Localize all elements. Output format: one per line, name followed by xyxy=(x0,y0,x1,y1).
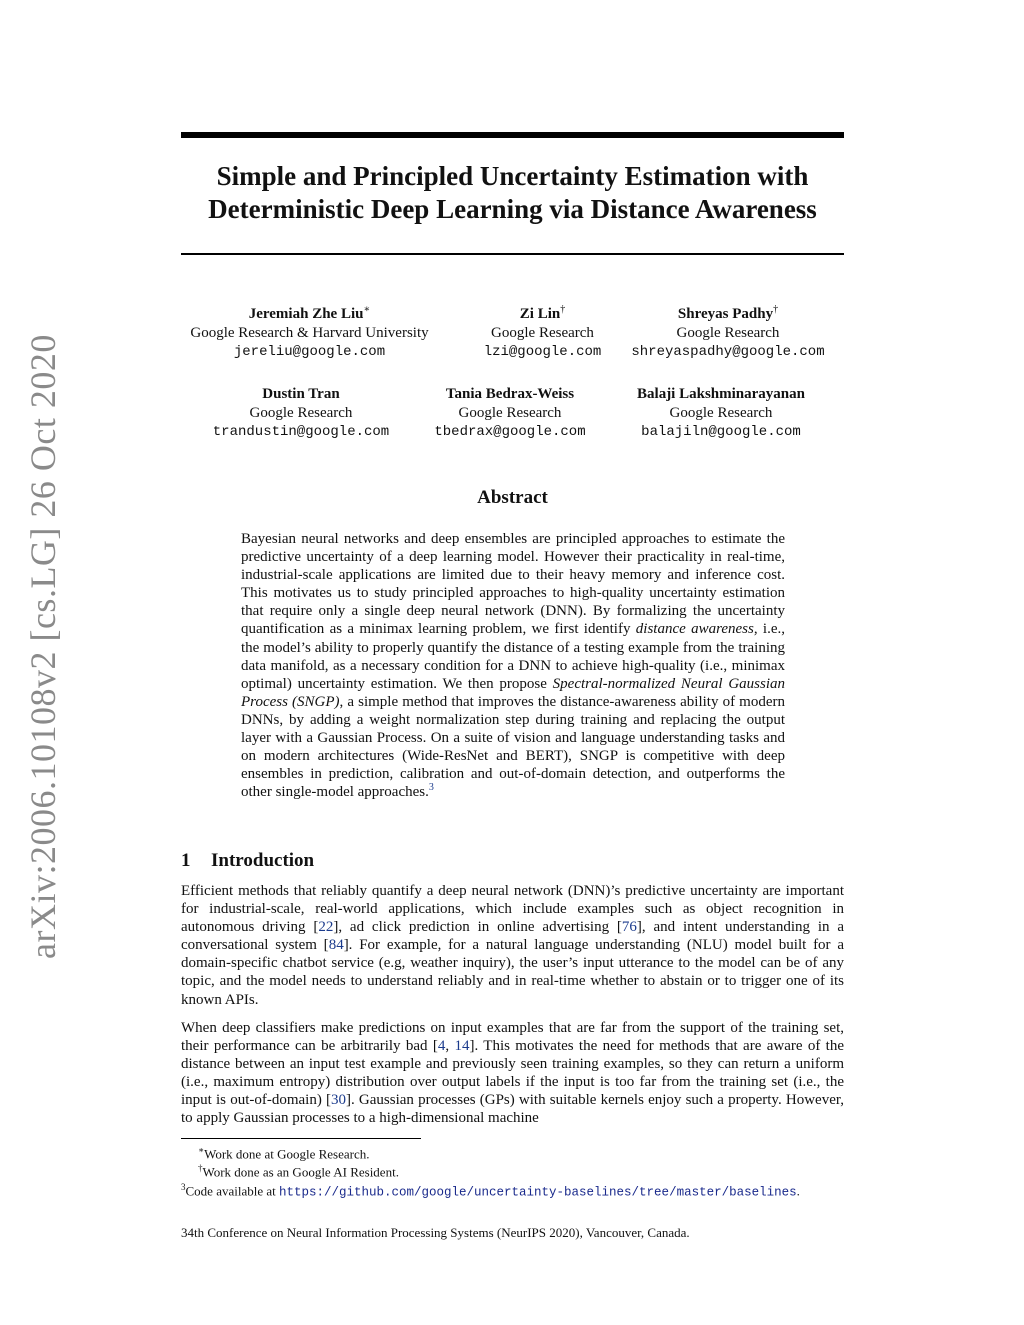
title-top-rule xyxy=(181,132,844,138)
author-email[interactable]: lzi@google.com xyxy=(483,344,602,360)
author-affiliation: Google Research xyxy=(669,405,773,421)
intro-paragraph-2: When deep classifiers make predictions on input examples that are far from the support of the training set, their performance can be arbitrarily bad [4, 14]. This motivates the need for methods that are aware of the distance between an input test example and previously seen training examples, so they can return a uniform (i.e., maximum entropy) distribution over output labels if the input is too far from the training set (i.e., the input is out-of-domain) [30]. Gaussian processes (GPs) with suitable kernels enjoy such a property. However, to apply Gaussian processes to a high-dimensional machine xyxy=(181,1020,844,1127)
citation-link[interactable]: 30 xyxy=(331,1092,347,1109)
author-name: Shreyas Padhy† xyxy=(677,304,779,322)
author-name: Tania Bedrax-Weiss xyxy=(445,386,575,402)
author-email[interactable]: shreyaspadhy@google.com xyxy=(631,344,825,360)
author-affiliation: Google Research xyxy=(491,325,594,341)
author-block xyxy=(182,300,437,362)
intro-paragraph-1: Efficient methods that reliably quantify a deep neural network (DNN)’s predictive uncertainty are important for industrial-scale, real-world applications, which include examples such as object recognition in autonomous driving [22], ad click prediction in online advertising [76], and intent understanding in a conversational system [84]. For example, for a natural language understanding (NLU) model built for a domain-specific chatbot service (e.g, weather inquiry), the user’s input utterance to the model can be of any topic, and the model needs to understand reliably and in real-time whether to abstain or to trigger one of its known APIs. xyxy=(181,883,845,1008)
footnote: ∗Work done at Google Research. xyxy=(198,1145,370,1162)
citation-link[interactable]: 4 xyxy=(437,1038,446,1055)
footnote-divider xyxy=(181,1138,421,1139)
title-bottom-rule xyxy=(181,253,844,255)
title-line-2: Deterministic Deep Learning via Distance Awareness xyxy=(208,194,817,224)
author-name: Balaji Lakshminarayanan xyxy=(637,386,805,402)
author-email[interactable]: trandustin@google.com xyxy=(212,424,390,440)
citation-link[interactable]: 76 xyxy=(621,919,637,936)
author-email[interactable]: jereliu@google.com xyxy=(233,344,386,360)
footnote: †Work done as an Google AI Resident. xyxy=(198,1163,399,1180)
citation-link[interactable]: 14 xyxy=(454,1038,470,1055)
author-block xyxy=(620,385,822,442)
abstract-heading: Abstract xyxy=(477,487,548,508)
author-block xyxy=(465,300,620,362)
author-affiliation: Google Research xyxy=(458,405,562,421)
paper-title xyxy=(181,160,844,226)
abstract-emphasis: distance awareness xyxy=(635,621,754,638)
title-line-1: Simple and Principled Uncertainty Estimation with xyxy=(216,161,809,191)
author-name: Dustin Tran xyxy=(262,386,340,402)
author-affiliation: Google Research xyxy=(249,405,353,421)
abstract-emphasis: Spectral-normalized Neural Gaussian Process (SNGP) xyxy=(241,675,785,710)
author-block xyxy=(201,385,401,442)
author-email[interactable]: balajiln@google.com xyxy=(641,424,801,440)
citation-link[interactable]: 22 xyxy=(318,919,334,936)
abstract-body: Bayesian neural networks and deep ensembles are principled approaches to estimate the predictive uncertainty of a deep learning model. However their practicality in real-time, industrial-scale applications are limited due to their heavy memory and inference cost. This motivates us to study principled approaches to high-quality uncertainty estimation that require only a single deep neural network (DNN). By formalizing the uncertainty quantification as a minimax learning problem, we first identify distance awareness, i.e., the model’s ability to properly quantify the distance of a testing example from the training data manifold, as a necessary condition for a DNN to achieve high-quality (i.e., minimax optimal) uncertainty estimation. We then propose Spectral-normalized Neural Gaussian Process (SNGP), a simple method that improves the distance-awareness ability of modern DNNs, by adding a weight normalization step during training and replacing the output layer with a Gaussian Process. On a suite of vision and language understanding tasks and on modern architectures (Wide-ResNet and BERT), SNGP is competitive with deep ensembles in prediction, calibration and out-of-domain detection, and outperforms the other single-model approaches.$^3$ xyxy=(241,531,785,801)
author-block xyxy=(628,300,828,362)
footnote: $^3$Code available at https://github.com/google/uncertainty-baselines/tree/master/baselines. xyxy=(181,1182,800,1200)
footnote-ref[interactable]: 3 xyxy=(428,782,434,794)
section-heading-introduction: 1 Introduction xyxy=(181,850,315,871)
author-block xyxy=(420,385,600,442)
author-name: Zi Lin† xyxy=(519,304,566,322)
author-email[interactable]: tbedrax@google.com xyxy=(434,424,586,440)
citation-link[interactable]: 84 xyxy=(328,937,344,954)
author-affiliation: Google Research xyxy=(676,325,780,341)
conference-notice: 34th Conference on Neural Information Processing Systems (NeurIPS 2020), Vancouver, Canada. xyxy=(181,1225,690,1240)
arxiv-identifier-stamp: arXiv:2006.10108v2 [cs.LG] 26 Oct 2020 xyxy=(23,334,63,959)
author-name: Jeremiah Zhe Liu∗ xyxy=(248,304,371,322)
author-affiliation: Google Research & Harvard University xyxy=(190,325,429,341)
code-url-link[interactable]: https://github.com/google/uncertainty-baselines/tree/master/baselines xyxy=(279,1185,797,1200)
